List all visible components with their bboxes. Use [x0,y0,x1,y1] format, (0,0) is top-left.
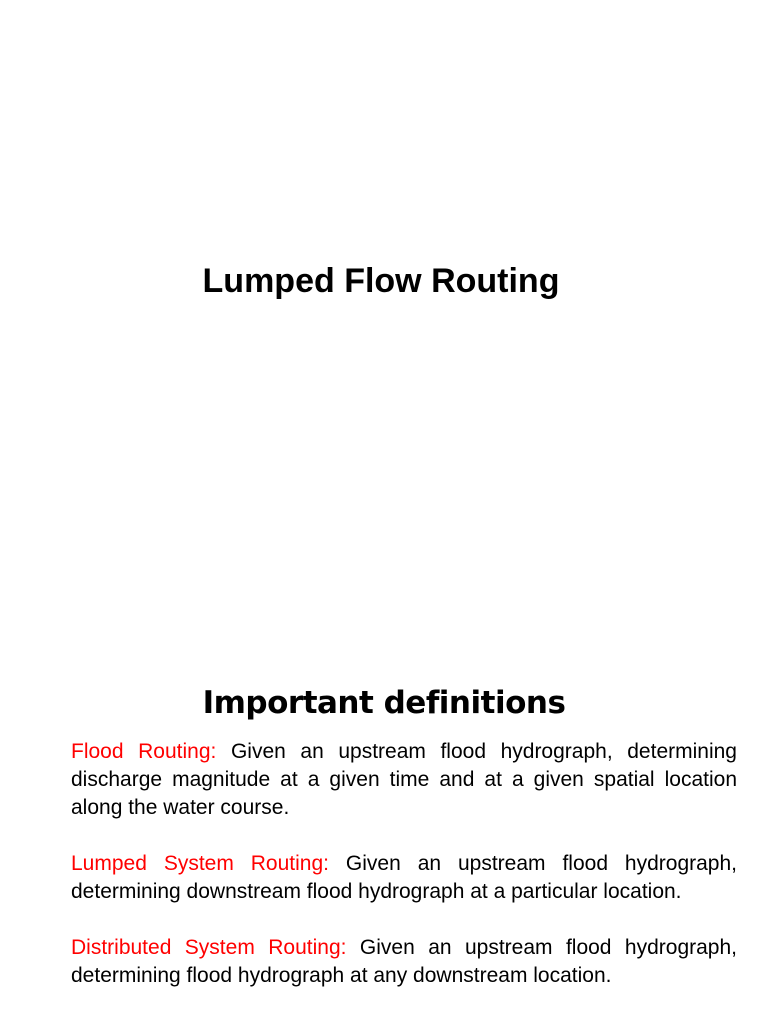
section-heading: Important definitions [202,685,566,721]
definition-flood-routing [71,738,737,822]
slide-title: Lumped Flow Routing [202,262,560,300]
definition-lumped-system-routing [71,850,737,906]
definition-term: Lumped System Routing: [71,852,329,875]
definition-distributed-system-routing [71,934,737,990]
definition-term: Flood Routing: [71,740,217,763]
definition-text: Given an upstream flood hydrograph, determining flood hydrograph at any downstream location. [71,936,737,987]
definitions-list [71,738,737,1018]
definition-text: Given an upstream flood hydrograph, determining downstream flood hydrograph at a particular location. [71,852,737,903]
definition-text: Given an upstream flood hydrograph, determining discharge magnitude at a given time and at a given spatial location along the water course. [71,740,737,819]
definition-term: Distributed System Routing: [71,936,347,959]
